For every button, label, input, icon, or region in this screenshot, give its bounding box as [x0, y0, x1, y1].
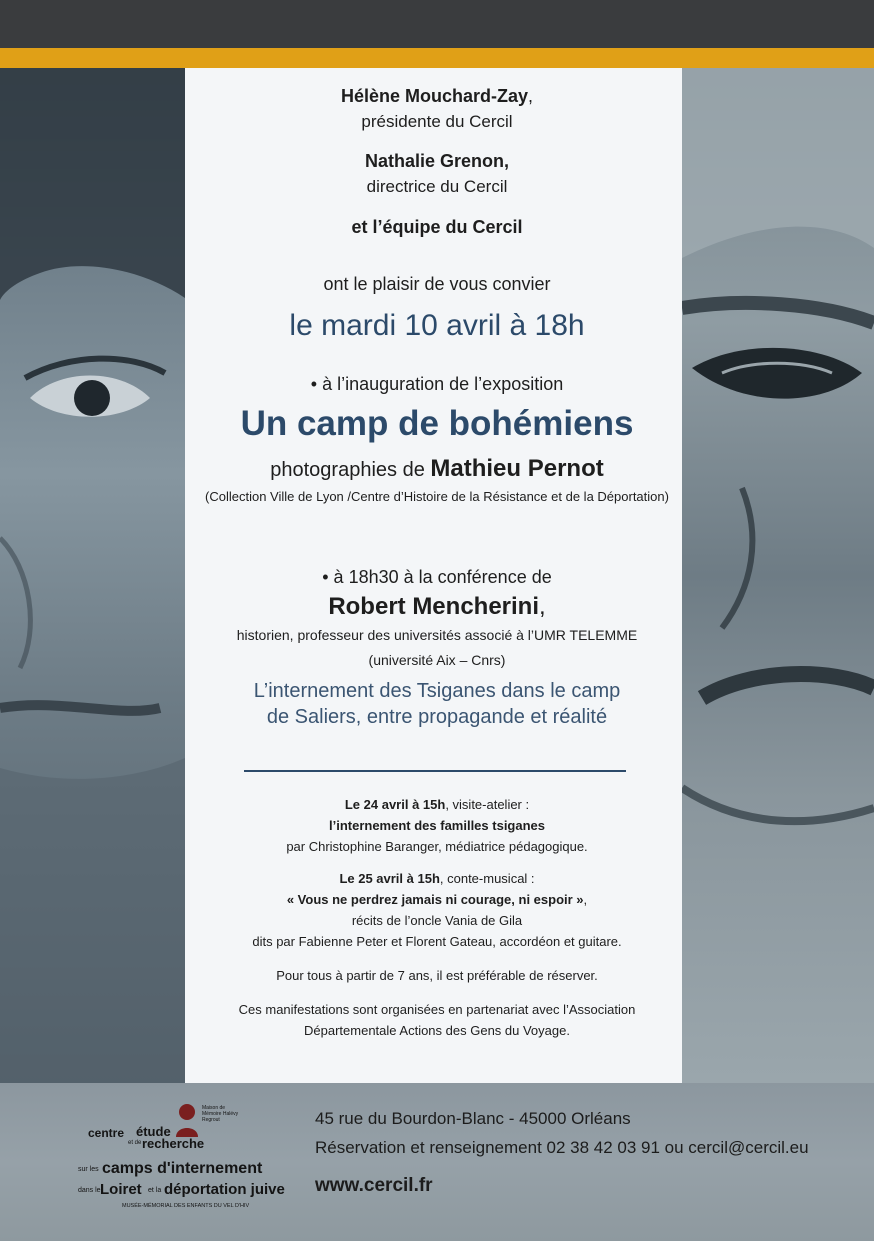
photographer-prefix: photographies de	[270, 459, 431, 481]
event2-title-line	[0, 892, 874, 907]
collection-note: (Collection Ville de Lyon /Centre d’Histoire de la Résistance et de la Déportation)	[205, 489, 669, 504]
director-role: directrice du Cercil	[366, 177, 508, 196]
topic-line-1: L’internement des Tsiganes dans le camp	[253, 680, 621, 702]
footer-contact: Réservation et renseignement 02 38 42 03 91 ou cercil@cercil.eu	[315, 1138, 809, 1157]
logo-badge-text: Maison de Mémoire Halévy Regrout	[202, 1105, 239, 1123]
event2-title-comma: ,	[583, 892, 588, 907]
logo-small-etla: et la	[148, 1187, 162, 1194]
event1-date: Le 24 avril à 15h	[344, 797, 446, 812]
speaker-line	[0, 593, 874, 621]
speaker-comma: ,	[539, 593, 546, 620]
logo-line1-etde: et de	[128, 1140, 142, 1146]
logo-line3: camps d'internement	[102, 1160, 263, 1177]
team-line: et l’équipe du Cercil	[351, 217, 523, 237]
event2-title: « Vous ne perdrez jamais ni courage, ni espoir »	[286, 892, 584, 907]
event1-by: par Christophine Baranger, médiatrice pédagogique.	[286, 839, 588, 854]
logo-line1-etude: étude	[136, 1124, 171, 1139]
footer-address: 45 rue du Bourdon-Blanc - 45000 Orléans	[315, 1109, 631, 1128]
logo-small-surles: sur les	[78, 1166, 99, 1173]
logo-line4-deportation: déportation juive	[164, 1181, 285, 1198]
invite-line: ont le plaisir de vous convier	[323, 274, 551, 294]
top-dark-band	[0, 0, 874, 48]
event1-header	[0, 797, 874, 812]
age-note: Pour tous à partir de 7 ans, il est préférable de réserver.	[276, 968, 598, 983]
speaker-affiliation: (université Aix – Cnrs)	[368, 652, 506, 668]
partner-line-2: Départementale Actions des Gens du Voyage.	[304, 1023, 570, 1038]
director-name: Nathalie Grenon,	[364, 151, 510, 171]
president-line	[0, 86, 874, 107]
footer-website: www.cercil.fr	[315, 1175, 433, 1196]
photographer-name: Mathieu Pernot	[430, 455, 604, 482]
event2-type: , conte-musical :	[439, 871, 535, 886]
logo-line1-centre: centre	[88, 1126, 125, 1140]
event-date: le mardi 10 avril à 18h	[289, 309, 585, 342]
logo-small-dansle: dans le	[78, 1187, 101, 1194]
event2-desc: récits de l’oncle Vania de Gila	[351, 913, 523, 928]
topic-line-2: de Saliers, entre propagande et réalité	[266, 706, 608, 728]
logo-line5: MUSÉE-MÉMORIAL DES ENFANTS DU VEL D'HIV	[122, 1203, 250, 1209]
photographer-line	[0, 455, 874, 483]
logo-line2: recherche	[142, 1136, 205, 1151]
event2-header	[0, 871, 874, 886]
speaker-name: Robert Mencherini	[328, 593, 540, 620]
exhibition-bullet: • à l’inauguration de l’exposition	[310, 374, 564, 394]
exhibition-title: Un camp de bohémiens	[240, 404, 634, 443]
logo-line4-loiret: Loiret	[100, 1181, 142, 1198]
event1-type: , visite-atelier :	[445, 797, 530, 812]
top-gold-band	[0, 48, 874, 68]
section-divider	[244, 770, 626, 772]
event2-by: dits par Fabienne Peter et Florent Gateau, accordéon et guitare.	[252, 934, 622, 949]
logo-figure-icon	[174, 1103, 200, 1137]
speaker-title: historien, professeur des universités associé à l’UMR TELEMME	[236, 627, 638, 643]
partner-line-1: Ces manifestations sont organisées en partenariat avec l’Association	[238, 1002, 636, 1017]
conference-bullet: • à 18h30 à la conférence de	[322, 567, 552, 587]
president-role: présidente du Cercil	[361, 112, 513, 131]
event1-title: l’internement des familles tsiganes	[328, 818, 546, 833]
president-comma: ,	[528, 86, 534, 106]
president-name: Hélène Mouchard-Zay	[340, 86, 529, 106]
event2-date: Le 25 avril à 15h	[339, 871, 440, 886]
cercil-logo	[78, 1103, 293, 1221]
